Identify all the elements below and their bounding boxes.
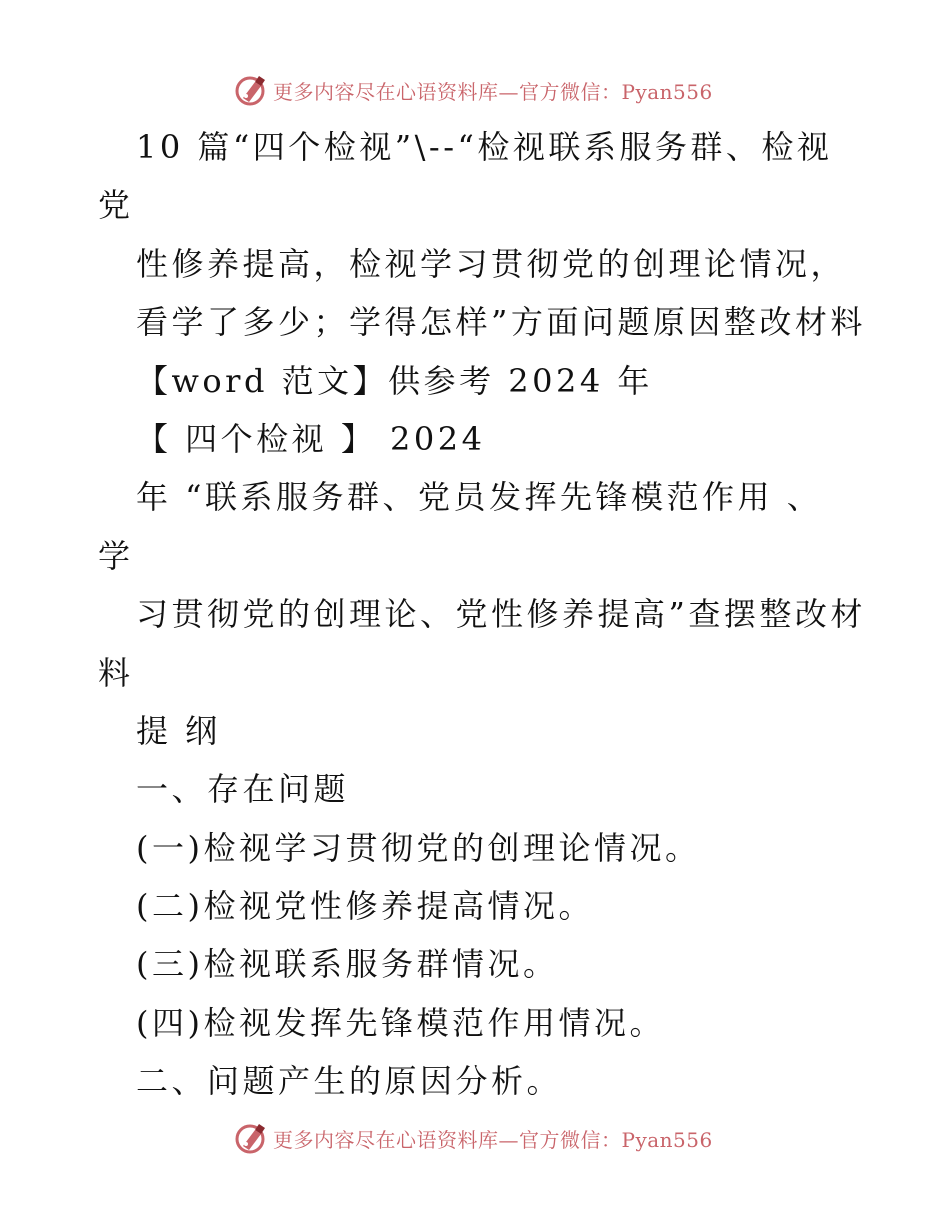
list-item: (一)检视学习贯彻党的创理论情况。 bbox=[136, 828, 701, 867]
pen-logo-icon bbox=[233, 72, 269, 108]
list-item: (四)检视发挥先锋模范作用情况。 bbox=[136, 1003, 665, 1042]
text-line: 党 bbox=[98, 186, 134, 225]
text-line: 习贯彻党的创理论、党性修养提高”查摆整改材 bbox=[136, 595, 866, 634]
watermark-text: 更多内容尽在心语资料库—官方微信：Pyan556 bbox=[273, 79, 713, 104]
text-line: 学 bbox=[98, 536, 134, 575]
header-watermark bbox=[0, 72, 950, 108]
text-line: 10 篇“四个检视”\--“检视联系服务群、检视 bbox=[136, 128, 833, 166]
section-heading: 二、问题产生的原因分析。 bbox=[136, 1062, 563, 1101]
list-item: (二)检视党性修养提高情况。 bbox=[136, 887, 594, 926]
text-line: 料 bbox=[98, 653, 134, 692]
footer-watermark bbox=[0, 1120, 950, 1156]
section-heading: 一、存在问题 bbox=[136, 770, 350, 809]
list-item: (三)检视联系服务群情况。 bbox=[136, 945, 559, 984]
text-line: 【 四个检视 】 2024 bbox=[136, 419, 486, 458]
watermark-text: 更多内容尽在心语资料库—官方微信：Pyan556 bbox=[273, 1127, 713, 1152]
text-line: 【word 范文】供参考 2024 年 bbox=[136, 361, 653, 400]
outline-heading: 提 纲 bbox=[136, 711, 221, 750]
document-body bbox=[0, 118, 950, 1111]
text-line: 年 “联系服务群、党员发挥先锋模范作用 、 bbox=[136, 478, 823, 517]
text-line: 性修养提高，检视学习贯彻党的创理论情况， bbox=[136, 244, 847, 283]
text-line: 看学了多少；学得怎样”方面问题原因整改材料 bbox=[136, 303, 866, 342]
pen-logo-icon bbox=[233, 1120, 269, 1156]
